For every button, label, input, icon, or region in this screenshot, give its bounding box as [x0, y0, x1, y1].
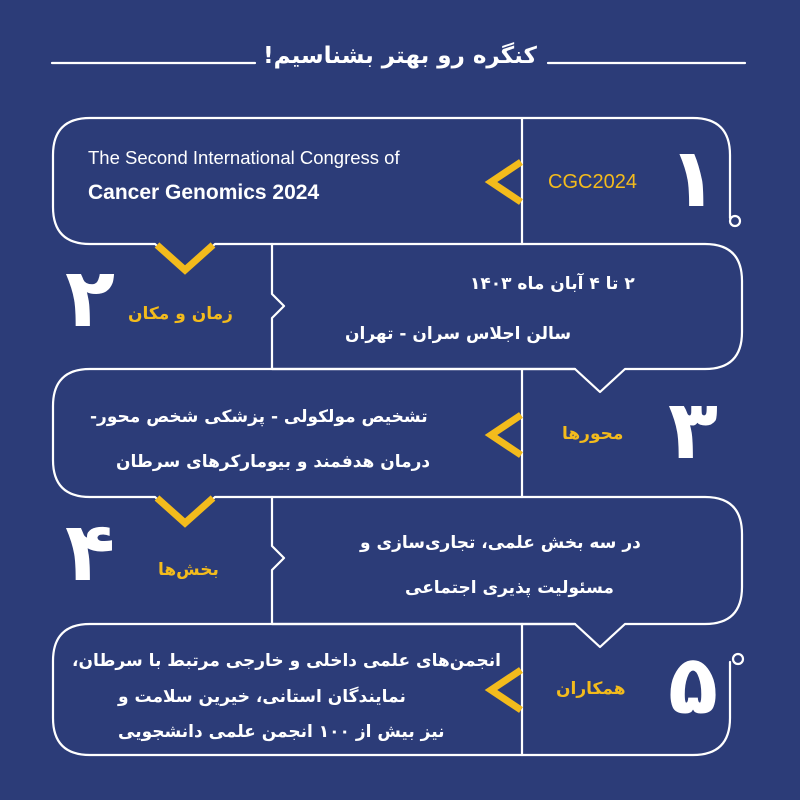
chevron-down-icon: [157, 245, 213, 270]
chevron-left-icon: [491, 162, 521, 202]
chevron-left-icon: [491, 415, 521, 455]
section-5-line-1: انجمن‌های علمی داخلی و خارجی مرتبط با سرطان،: [72, 651, 501, 671]
section-4-number: ۴: [64, 505, 116, 600]
section-1-number: ۱: [667, 131, 719, 226]
section-2-line-2: سالن اجلاس سران - تهران: [345, 324, 572, 344]
section-5-line-3: نیز بیش از ۱۰۰ انجمن علمی دانشجویی: [118, 722, 445, 742]
section-3-number: ۳: [667, 383, 719, 478]
section-1-line-2: Cancer Genomics 2024: [88, 181, 320, 204]
section-5-number: ۵: [667, 638, 719, 733]
section-4-line-1: در سه بخش علمی، تجاری‌سازی و: [360, 533, 641, 553]
section-4-label: بخش‌ها: [158, 560, 219, 580]
section-3-line-1: تشخیص مولکولی - پزشکی شخص محور-: [90, 407, 428, 427]
section-4-line-2: مسئولیت پذیری اجتماعی: [405, 578, 614, 598]
section-1-line-1: The Second International Congress of: [88, 147, 400, 168]
section-3-label: محورها: [562, 424, 624, 444]
section-1-label: CGC2024: [548, 171, 637, 193]
section-2-number: ۲: [64, 251, 116, 346]
section-5-line-2: نمایندگان استانی، خیرین سلامت و: [118, 687, 406, 707]
section-5-label: همکاران: [556, 679, 626, 699]
section-2-line-1: ۲ تا ۴ آبان ماه ۱۴۰۳: [470, 274, 635, 294]
chevron-down-icon: [157, 498, 213, 523]
section-2-label: زمان و مکان: [128, 304, 233, 324]
section-3-line-2: درمان هدفمند و بیومارکرهای سرطان: [116, 452, 431, 472]
page-title: کنگره رو بهتر بشناسیم!: [263, 43, 537, 69]
